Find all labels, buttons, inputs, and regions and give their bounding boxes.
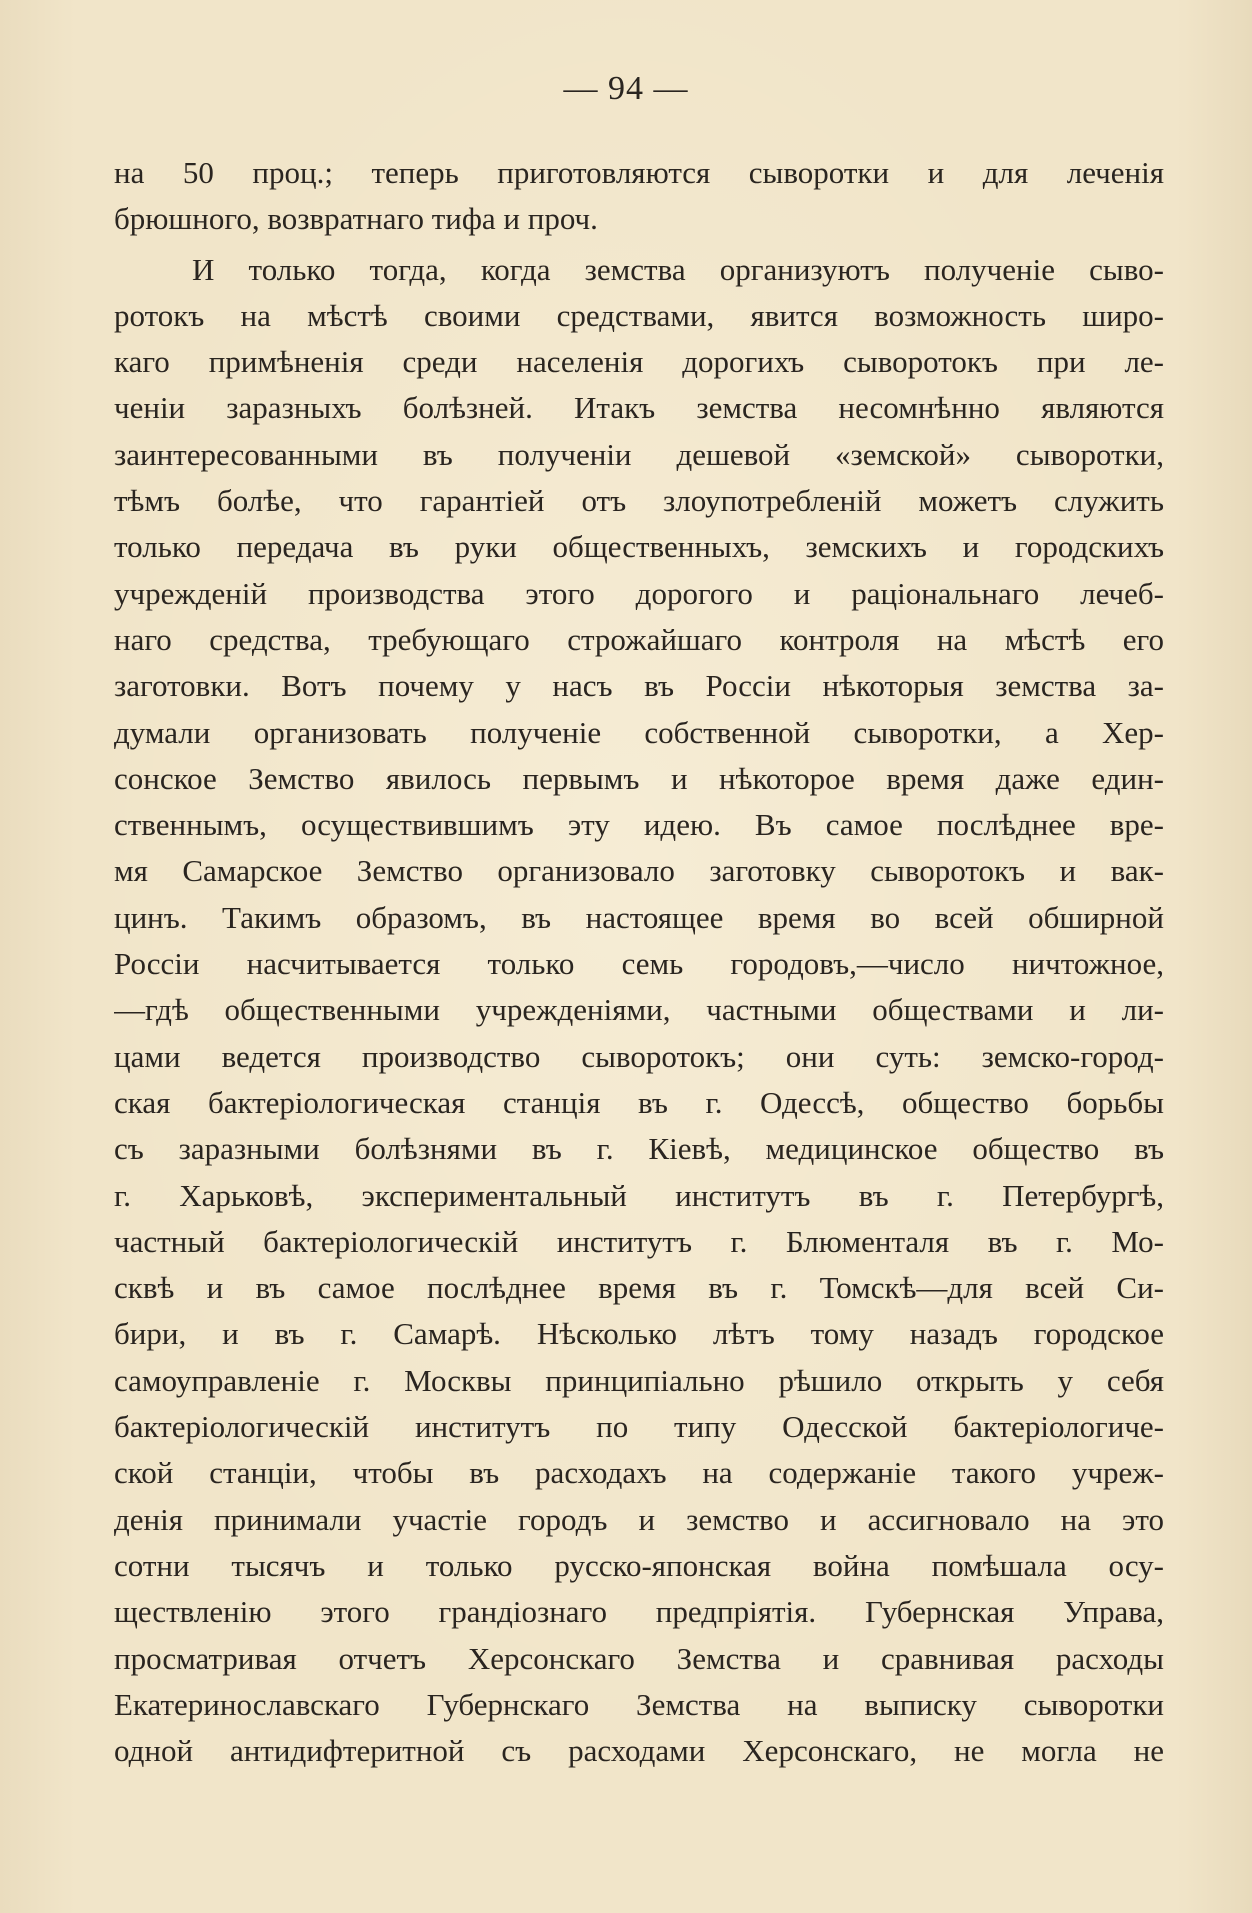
- text-line: сквѣ и въ самое послѣднее время въ г. Томскѣ—для всей Си-: [114, 1270, 1164, 1306]
- text-line: сотни тысячъ и только русско-японская война помѣшала осу-: [114, 1547, 1164, 1583]
- text-line: только передача въ руки общественныхъ, земскихъ и городскихъ: [114, 529, 1164, 565]
- paragraph: [114, 150, 1164, 243]
- text-line: самоуправленіе г. Москвы принципіально рѣшило открыть у себя: [114, 1362, 1164, 1398]
- text-line: бактеріологическій институтъ по типу Одесской бактеріологиче-: [114, 1409, 1164, 1445]
- page-number: — 94 —: [563, 70, 689, 107]
- text-line: бири, и въ г. Самарѣ. Нѣсколько лѣтъ тому назадъ городское: [114, 1316, 1164, 1352]
- text-line: ченіи заразныхъ болѣзней. Итакъ земства несомнѣнно являются: [114, 390, 1164, 426]
- text-line: учрежденій производства этого дорогого и раціональнаго лечеб-: [114, 575, 1164, 611]
- text-line: тѣмъ болѣе, что гарантіей отъ злоупотребленій можетъ служить: [114, 483, 1164, 519]
- text-line: ственнымъ, осуществившимъ эту идею. Въ самое послѣднее вре-: [114, 807, 1164, 843]
- text-line: на 50 проц.; теперь приготовляются сыворотки и для леченія: [114, 155, 1164, 190]
- text-line: мя Самарское Земство организовало заготовку сыворотокъ и вак-: [114, 853, 1164, 889]
- text-line: заинтересованными въ полученіи дешевой «земской» сыворотки,: [114, 436, 1164, 472]
- paragraph: [114, 247, 1164, 1821]
- text-line: Россіи насчитывается только семь городовъ,—число ничтожное,: [114, 946, 1164, 982]
- text-line: Екатеринославскаго Губернскаго Земства на выписку сыворотки: [114, 1686, 1164, 1722]
- text-line: —гдѣ общественными учрежденіями, частными обществами и ли-: [114, 992, 1164, 1028]
- body-text: [114, 150, 1164, 1821]
- text-line: брюшного, возвратнаго тифа и проч.: [114, 201, 598, 237]
- text-line: цинъ. Такимъ образомъ, въ настоящее время во всей обширной: [114, 899, 1164, 935]
- text-line: ской станціи, чтобы въ расходахъ на содержаніе такого учреж-: [114, 1455, 1164, 1491]
- text-line: думали организовать полученіе собственной сыворотки, а Хер-: [114, 714, 1164, 750]
- text-line: одной антидифтеритной съ расходами Херсонскаго, не могла не: [114, 1733, 1164, 1769]
- text-line: ществленію этого грандіознаго предпріятія. Губернская Управа,: [114, 1594, 1164, 1630]
- text-line: [114, 1774, 1164, 1820]
- text-line: г. Харьковѣ, экспериментальный институтъ въ г. Петербургѣ,: [114, 1177, 1164, 1213]
- text-line: ротокъ на мѣстѣ своими средствами, явится возможность широ-: [114, 297, 1164, 333]
- text-line: ская бактеріологическая станція въ г. Одессѣ, общество борьбы: [114, 1084, 1164, 1120]
- text-line: цами ведется производство сыворотокъ; они суть: земско-город-: [114, 1038, 1164, 1074]
- text-line: наго средства, требующаго строжайшаго контроля на мѣстѣ его: [114, 621, 1164, 657]
- text-line: И только тогда, когда земства организуютъ полученіе сыво-: [192, 251, 1164, 287]
- text-line: сонское Земство явилось первымъ и нѣкоторое время даже един-: [114, 760, 1164, 796]
- text-line: частный бактеріологическій институтъ г. Блюменталя въ г. Мо-: [114, 1223, 1164, 1259]
- text-line: просматривая отчетъ Херсонскаго Земства и сравнивая расходы: [114, 1640, 1164, 1676]
- text-line: денія принимали участіе городъ и земство и ассигновало на это: [114, 1501, 1164, 1537]
- text-line: заготовки. Вотъ почему у насъ въ Россіи нѣкоторыя земства за-: [114, 668, 1164, 704]
- text-line: съ заразными болѣзнями въ г. Кіевѣ, медицинское общество въ: [114, 1131, 1164, 1167]
- text-line: каго примѣненія среди населенія дорогихъ сыворотокъ при ле-: [114, 344, 1164, 380]
